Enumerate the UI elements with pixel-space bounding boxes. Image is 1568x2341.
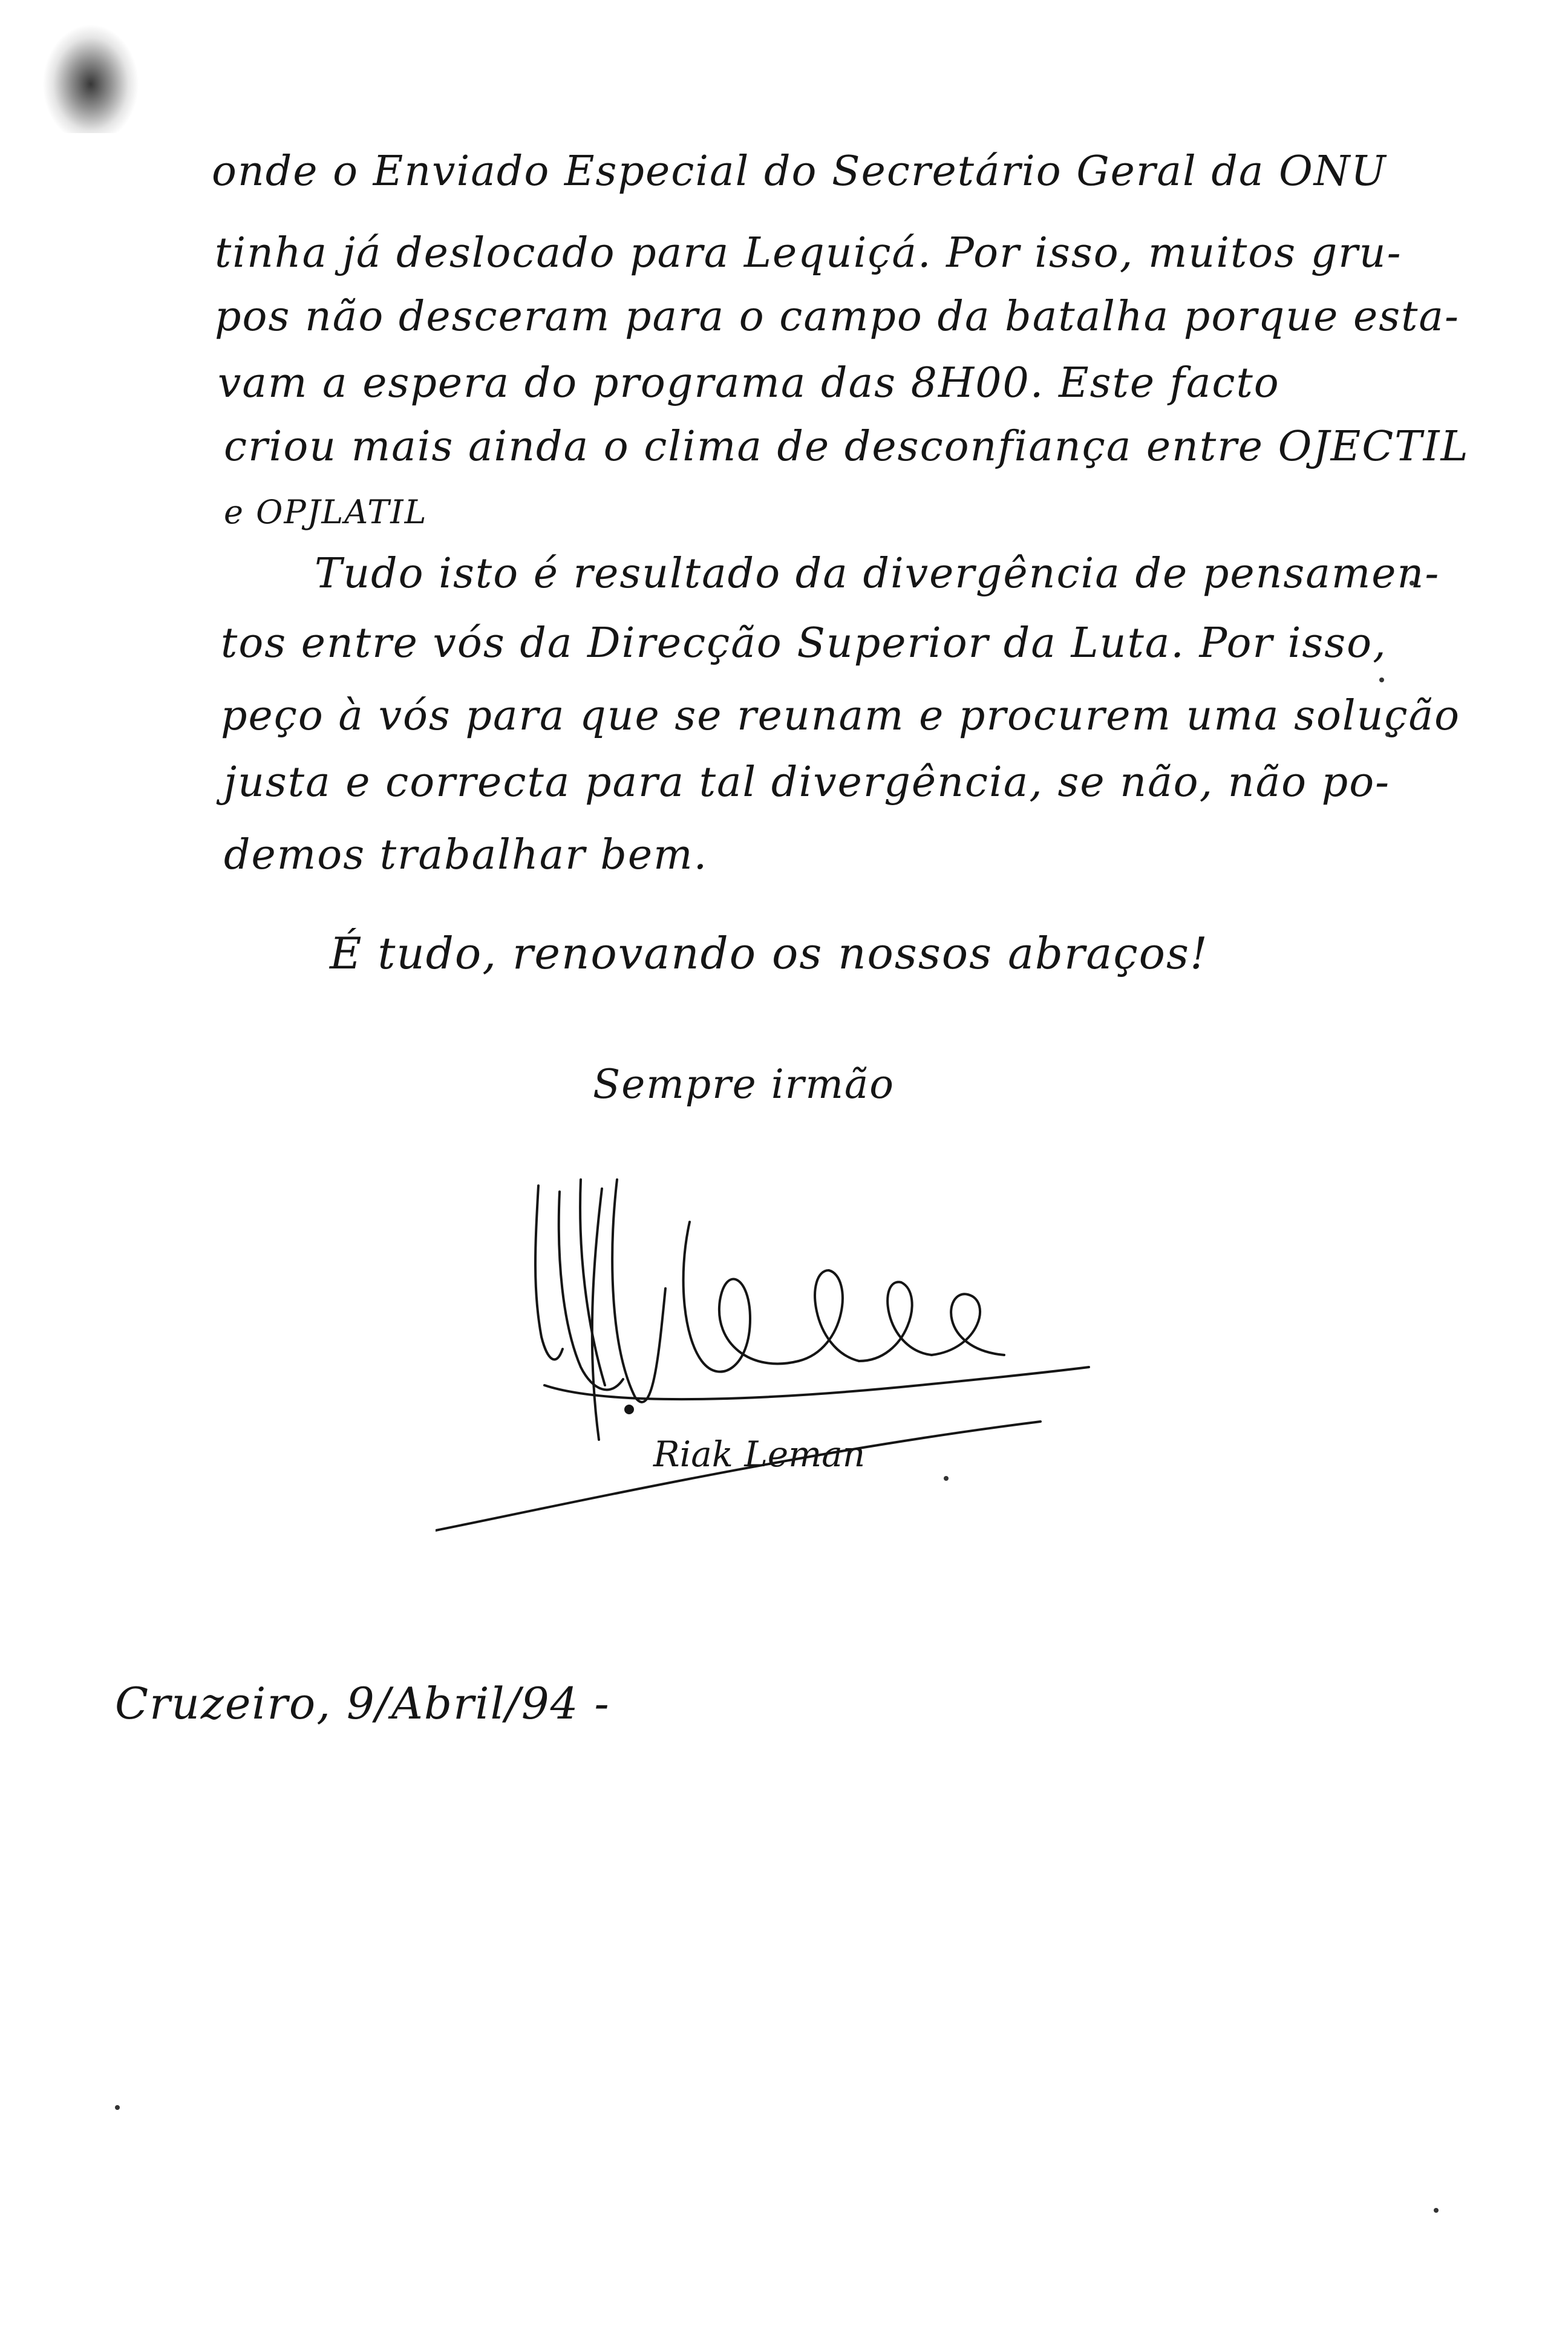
signature-name: Riak Leman [653, 1434, 866, 1475]
closing-line: É tudo, renovando os nossos abraços! [330, 928, 1209, 979]
letter-line: peço à vós para que se reunam e procurem uma solução [221, 692, 1461, 740]
letter-line: justa e correcta para tal divergência, se não, não po- [224, 759, 1391, 806]
signature-scrawl [436, 1167, 1222, 1555]
letter-line: e OPJLATIL [224, 493, 428, 531]
valediction: Sempre irmão [593, 1061, 895, 1108]
ink-speck [1434, 2208, 1439, 2213]
letter-line: vam a espera do programa das 8H00. Este facto [218, 359, 1280, 407]
ink-speck [1379, 677, 1384, 682]
letter-line: tos entre vós da Direcção Superior da Luta. Por isso, [221, 619, 1387, 667]
ink-speck [115, 2105, 120, 2110]
letter-line: demos trabalhar bem. [224, 831, 708, 879]
letter-line: pos não desceram para o campo da batalha porque esta- [215, 293, 1460, 341]
place-date: Cruzeiro, 9/Abril/94 - [115, 1678, 610, 1729]
letter-line: onde o Enviado Especial do Secretário Geral da ONU [212, 148, 1387, 195]
ink-smudge [42, 24, 139, 133]
letter-line: Tudo isto é resultado da divergência de pensamen- [315, 550, 1440, 598]
letter-line: tinha já deslocado para Lequiçá. Por isso, muitos gru- [215, 229, 1402, 277]
signature [436, 1167, 1222, 1555]
letter-line: criou mais ainda o clima de desconfiança entre OJECTIL [224, 423, 1469, 471]
